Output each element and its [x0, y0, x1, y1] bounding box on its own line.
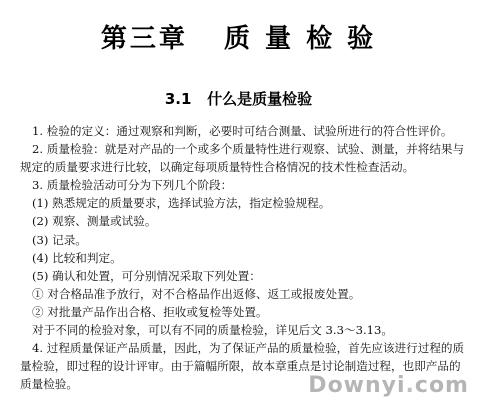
paragraph-stages-intro: 3. 质量检验活动可分为下列几个阶段： [32, 178, 233, 193]
paragraph-quality-inspection: 2. 质量检验：就是对产品的一个或多个质量特性进行观察、试验、测量，并将结果与规定的质量要求进行比较，以确定每项质量特性合格情况的技术性检查活动。 [20, 142, 465, 175]
sub-item-1: ① 对合格品准予放行，对不合格品作出返修、返工或报废处置。 [32, 286, 361, 301]
list-item-stage-4: (4) 比较和判定。 [32, 250, 122, 265]
paragraph-definition: 1. 检验的定义：通过观察和判断，必要时可结合测量、试验所进行的符合性评价。 [32, 124, 453, 138]
paragraph-note: 对于不同的检验对象，可以有不同的质量检验，详见后文 3.3～3.13。 [32, 323, 393, 338]
section-title: 3.1 什么是质量检验 [164, 90, 313, 108]
site-watermark-logo: Downyi.com [308, 373, 469, 398]
body-text [20, 122, 465, 393]
paragraph-process-quality: 4. 过程质量保证产品质量，因此，为了保证产品的质量检验，首先应该进行过程的质量检验，即过程的设计评审。由于篇幅所限，故本章重点是讨论制造过程，也即产品的质量检验。 [20, 341, 465, 392]
list-item-stage-1: (1) 熟悉规定的质量要求，选择试验方法，指定检验规程。 [32, 196, 331, 211]
list-item-stage-3: (3) 记录。 [32, 232, 87, 247]
list-item-stage-2: (2) 观察、测量或试验。 [32, 214, 157, 229]
list-item-stage-5: (5) 确认和处置，可分别情况采取下列处置： [32, 268, 261, 283]
sub-item-2: ② 对批量产品作出合格、拒收或复检等处置。 [32, 304, 268, 319]
chapter-title: 第三章 质 量 检 验 [100, 24, 377, 54]
